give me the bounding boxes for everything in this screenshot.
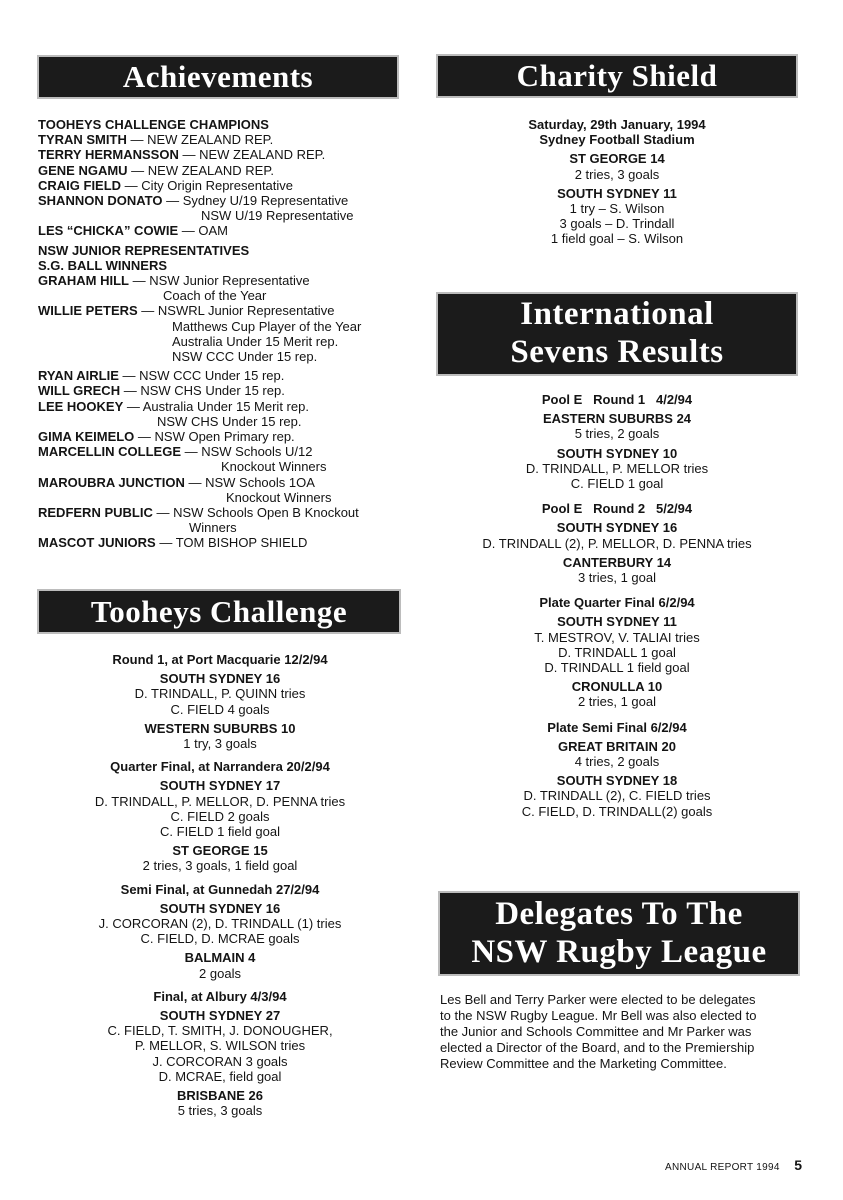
team-score: SOUTH SYDNEY 27 xyxy=(159,1008,281,1024)
match-detail: 2 tries, 1 goal xyxy=(577,694,657,710)
match-heading: Pool E Round 1 4/2/94 xyxy=(541,392,693,407)
team-score: BRISBANE 26 xyxy=(177,1088,263,1104)
charity-shield-results xyxy=(436,117,798,247)
achievement-text: — City Origin Representative xyxy=(121,177,294,193)
achievement-item xyxy=(38,147,418,162)
match-detail: D. TRINDALL 1 goal xyxy=(558,644,676,660)
achievement-continuation: Winners xyxy=(189,520,237,536)
team-score: ST GEORGE 14 xyxy=(569,151,665,167)
team-score: SOUTH SYDNEY 16 xyxy=(556,520,678,536)
achievement-text: — NSWRL Junior Representative xyxy=(137,303,335,319)
achievement-name: GRAHAM HILL xyxy=(38,273,129,289)
match-detail: 2 goals xyxy=(199,965,241,981)
international-sevens-title-line2: Sevens Results xyxy=(510,334,724,370)
team-score: SOUTH SYDNEY 10 xyxy=(556,445,678,461)
achievement-item xyxy=(38,368,418,383)
achievements-title: Achievements xyxy=(122,59,314,95)
team-score: SOUTH SYDNEY 16 xyxy=(159,671,281,687)
achievement-item xyxy=(38,223,418,238)
match-detail: P. MELLOR, S. WILSON tries xyxy=(134,1038,306,1054)
footer xyxy=(600,1157,802,1175)
charity-shield-banner xyxy=(436,54,798,98)
achievement-name: TERRY HERMANSSON xyxy=(38,147,179,163)
team-score: EASTERN SUBURBS 24 xyxy=(542,411,692,427)
team-score: CRONULLA 10 xyxy=(571,679,663,695)
match-detail: 5 tries, 3 goals xyxy=(177,1103,263,1119)
match-detail: C. FIELD, D. MCRAE goals xyxy=(140,931,300,947)
achievement-continuation: Knockout Winners xyxy=(226,489,332,505)
achievement-item xyxy=(38,193,418,208)
junior-reps-heading: NSW JUNIOR REPRESENTATIVES xyxy=(38,242,250,258)
achievement-continuation: NSW CCC Under 15 rep. xyxy=(172,349,318,365)
tooheys-challenge-banner xyxy=(37,589,401,634)
achievement-text: — NEW ZEALAND REP. xyxy=(178,147,326,163)
match-detail: C. FIELD 2 goals xyxy=(170,808,270,824)
match-detail: J. CORCORAN (2), D. TRINDALL (1) tries xyxy=(98,916,342,932)
delegates-title-line1: Delegates To The xyxy=(495,895,743,932)
international-sevens-title-line1: International xyxy=(520,296,714,333)
achievement-name: SHANNON DONATO xyxy=(38,193,163,209)
paragraph-line: Review Committee and the Marketing Committee. xyxy=(440,1056,727,1071)
team-score: GREAT BRITAIN 20 xyxy=(558,738,676,754)
achievement-name: LES “CHICKA” COWIE xyxy=(38,223,179,239)
match-detail: 3 goals – D. Trindall xyxy=(559,216,675,232)
achievement-item xyxy=(38,273,418,288)
achievement-item xyxy=(38,132,418,147)
achievement-name: WILLIE PETERS xyxy=(38,303,138,319)
achievement-text: — NSW Schools Open B Knockout xyxy=(152,505,359,521)
achievement-text: — NEW ZEALAND REP. xyxy=(126,132,274,148)
achievement-text: — NSW Junior Representative xyxy=(129,273,310,289)
achievement-name: LEE HOOKEY xyxy=(38,398,124,414)
delegates-title-line2: NSW Rugby League xyxy=(471,933,767,970)
achievement-item xyxy=(38,163,418,178)
match-detail: 1 field goal – S. Wilson xyxy=(550,231,684,247)
match-detail: 5 tries, 2 goals xyxy=(574,426,660,442)
achievements-heading: TOOHEYS CHALLENGE CHAMPIONS xyxy=(38,117,269,132)
achievement-item xyxy=(38,505,418,520)
achievement-name: RYAN AIRLIE xyxy=(38,368,119,384)
achievement-text: — NSW CCC Under 15 rep. xyxy=(118,368,285,384)
match-heading: Plate Semi Final 6/2/94 xyxy=(547,719,687,735)
match-detail: 2 tries, 3 goals xyxy=(574,166,660,182)
team-score: SOUTH SYDNEY 11 xyxy=(557,185,677,201)
match-detail: C. FIELD 4 goals xyxy=(170,701,270,717)
match-heading: Final, at Albury 4/3/94 xyxy=(153,988,287,1004)
international-sevens-banner xyxy=(436,292,798,376)
achievement-name: MASCOT JUNIORS xyxy=(38,535,156,551)
achievement-text: — NSW Open Primary rep. xyxy=(134,429,295,445)
achievement-item xyxy=(38,429,418,444)
match-detail: D. TRINDALL 1 field goal xyxy=(544,660,690,676)
match-detail: C. FIELD, T. SMITH, J. DONOUGHER, xyxy=(107,1023,333,1039)
achievement-item xyxy=(38,399,418,414)
achievement-continuation: NSW U/19 Representative xyxy=(201,208,354,224)
achievement-name: REDFERN PUBLIC xyxy=(38,505,153,521)
match-venue: Sydney Football Stadium xyxy=(539,132,695,148)
paragraph-line: the Junior and Schools Committee and Mr Parker was xyxy=(440,1024,752,1039)
achievement-name: MARCELLIN COLLEGE xyxy=(38,444,181,460)
achievement-text: — Sydney U/19 Representative xyxy=(162,193,349,209)
achievement-item xyxy=(38,475,418,490)
team-score: SOUTH SYDNEY 11 xyxy=(557,614,677,630)
match-detail: J. CORCORAN 3 goals xyxy=(152,1053,288,1069)
footer-label: ANNUAL REPORT 1994 xyxy=(665,1162,780,1173)
paragraph-line: Les Bell and Terry Parker were elected to be delegates xyxy=(440,992,756,1007)
achievement-name: WILL GRECH xyxy=(38,383,121,399)
team-score: CANTERBURY 14 xyxy=(562,554,672,570)
achievement-continuation: Australia Under 15 Merit rep. xyxy=(172,333,339,349)
sevens-results xyxy=(436,392,798,819)
achievement-name: TYRAN SMITH xyxy=(38,132,127,148)
match-detail: D. TRINDALL, P. QUINN tries xyxy=(134,686,306,702)
paragraph-line: to the NSW Rugby League. Mr Bell was also elected to xyxy=(440,1008,757,1023)
match-detail: C. FIELD, D. TRINDALL(2) goals xyxy=(521,803,713,819)
achievement-name: GIMA KEIMELO xyxy=(38,429,135,445)
paragraph-line: elected a Director of the Board, and to the Premiership xyxy=(440,1040,755,1055)
achievement-text: — NEW ZEALAND REP. xyxy=(127,162,274,178)
achievement-text: — NSW Schools 1OA xyxy=(184,474,315,490)
match-detail: T. MESTROV, V. TALIAI tries xyxy=(534,629,700,645)
match-heading: Plate Quarter Final 6/2/94 xyxy=(539,595,695,611)
match-detail: 2 tries, 3 goals, 1 field goal xyxy=(142,858,298,874)
match-detail: 1 try, 3 goals xyxy=(183,736,257,752)
team-score: SOUTH SYDNEY 18 xyxy=(556,773,678,789)
achievement-continuation: Coach of the Year xyxy=(163,288,267,304)
achievement-item xyxy=(38,535,418,550)
match-detail: D. TRINDALL (2), C. FIELD tries xyxy=(523,788,711,804)
match-detail: D. TRINDALL (2), P. MELLOR, D. PENNA tries xyxy=(482,535,752,551)
achievements-list xyxy=(38,117,418,551)
achievement-name: MAROUBRA JUNCTION xyxy=(38,474,185,490)
achievements-banner xyxy=(37,55,399,99)
match-heading: Round 1, at Port Macquarie 12/2/94 xyxy=(112,652,328,667)
match-detail: 3 tries, 1 goal xyxy=(577,570,657,586)
team-score: WESTERN SUBURBS 10 xyxy=(144,720,296,736)
achievement-text: — OAM xyxy=(178,223,228,239)
achievement-item xyxy=(38,303,418,318)
achievement-continuation: Knockout Winners xyxy=(221,459,327,475)
achievement-name: GENE NGAMU xyxy=(38,162,128,178)
achievement-text: — TOM BISHOP SHIELD xyxy=(155,535,308,551)
achievement-continuation: Matthews Cup Player of the Year xyxy=(172,318,362,334)
team-score: SOUTH SYDNEY 16 xyxy=(159,900,281,916)
team-score: SOUTH SYDNEY 17 xyxy=(159,778,281,794)
match-detail: 1 try – S. Wilson xyxy=(569,201,665,217)
match-detail: C. FIELD 1 goal xyxy=(570,476,664,492)
achievement-text: — NSW CHS Under 15 rep. xyxy=(120,383,285,399)
achievement-continuation: NSW CHS Under 15 rep. xyxy=(157,413,302,429)
match-heading: Semi Final, at Gunnedah 27/2/94 xyxy=(120,881,320,897)
match-heading: Pool E Round 2 5/2/94 xyxy=(541,501,693,517)
match-detail: D. TRINDALL, P. MELLOR, D. PENNA tries xyxy=(94,793,346,809)
tooheys-results xyxy=(38,652,402,1118)
match-heading: Quarter Final, at Narrandera 20/2/94 xyxy=(110,759,330,775)
match-detail: D. TRINDALL, P. MELLOR tries xyxy=(525,460,709,476)
achievement-text: — Australia Under 15 Merit rep. xyxy=(123,398,309,414)
sg-ball-heading: S.G. BALL WINNERS xyxy=(38,257,168,273)
team-score: BALMAIN 4 xyxy=(184,950,256,966)
match-detail: D. MCRAE, field goal xyxy=(158,1068,282,1084)
achievement-item xyxy=(38,383,418,398)
charity-shield-title: Charity Shield xyxy=(516,58,718,94)
delegates-paragraph xyxy=(440,992,800,1072)
team-score: ST GEORGE 15 xyxy=(172,843,268,859)
delegates-banner xyxy=(438,891,800,976)
match-date: Saturday, 29th January, 1994 xyxy=(528,117,706,132)
match-detail: C. FIELD 1 field goal xyxy=(160,824,280,840)
achievement-name: CRAIG FIELD xyxy=(38,177,122,193)
achievement-item xyxy=(38,444,418,459)
tooheys-challenge-title: Tooheys Challenge xyxy=(90,593,348,629)
achievement-item xyxy=(38,178,418,193)
achievement-text: — NSW Schools U/12 xyxy=(181,444,313,460)
page-number: 5 xyxy=(794,1157,802,1173)
match-detail: 4 tries, 2 goals xyxy=(574,754,660,770)
